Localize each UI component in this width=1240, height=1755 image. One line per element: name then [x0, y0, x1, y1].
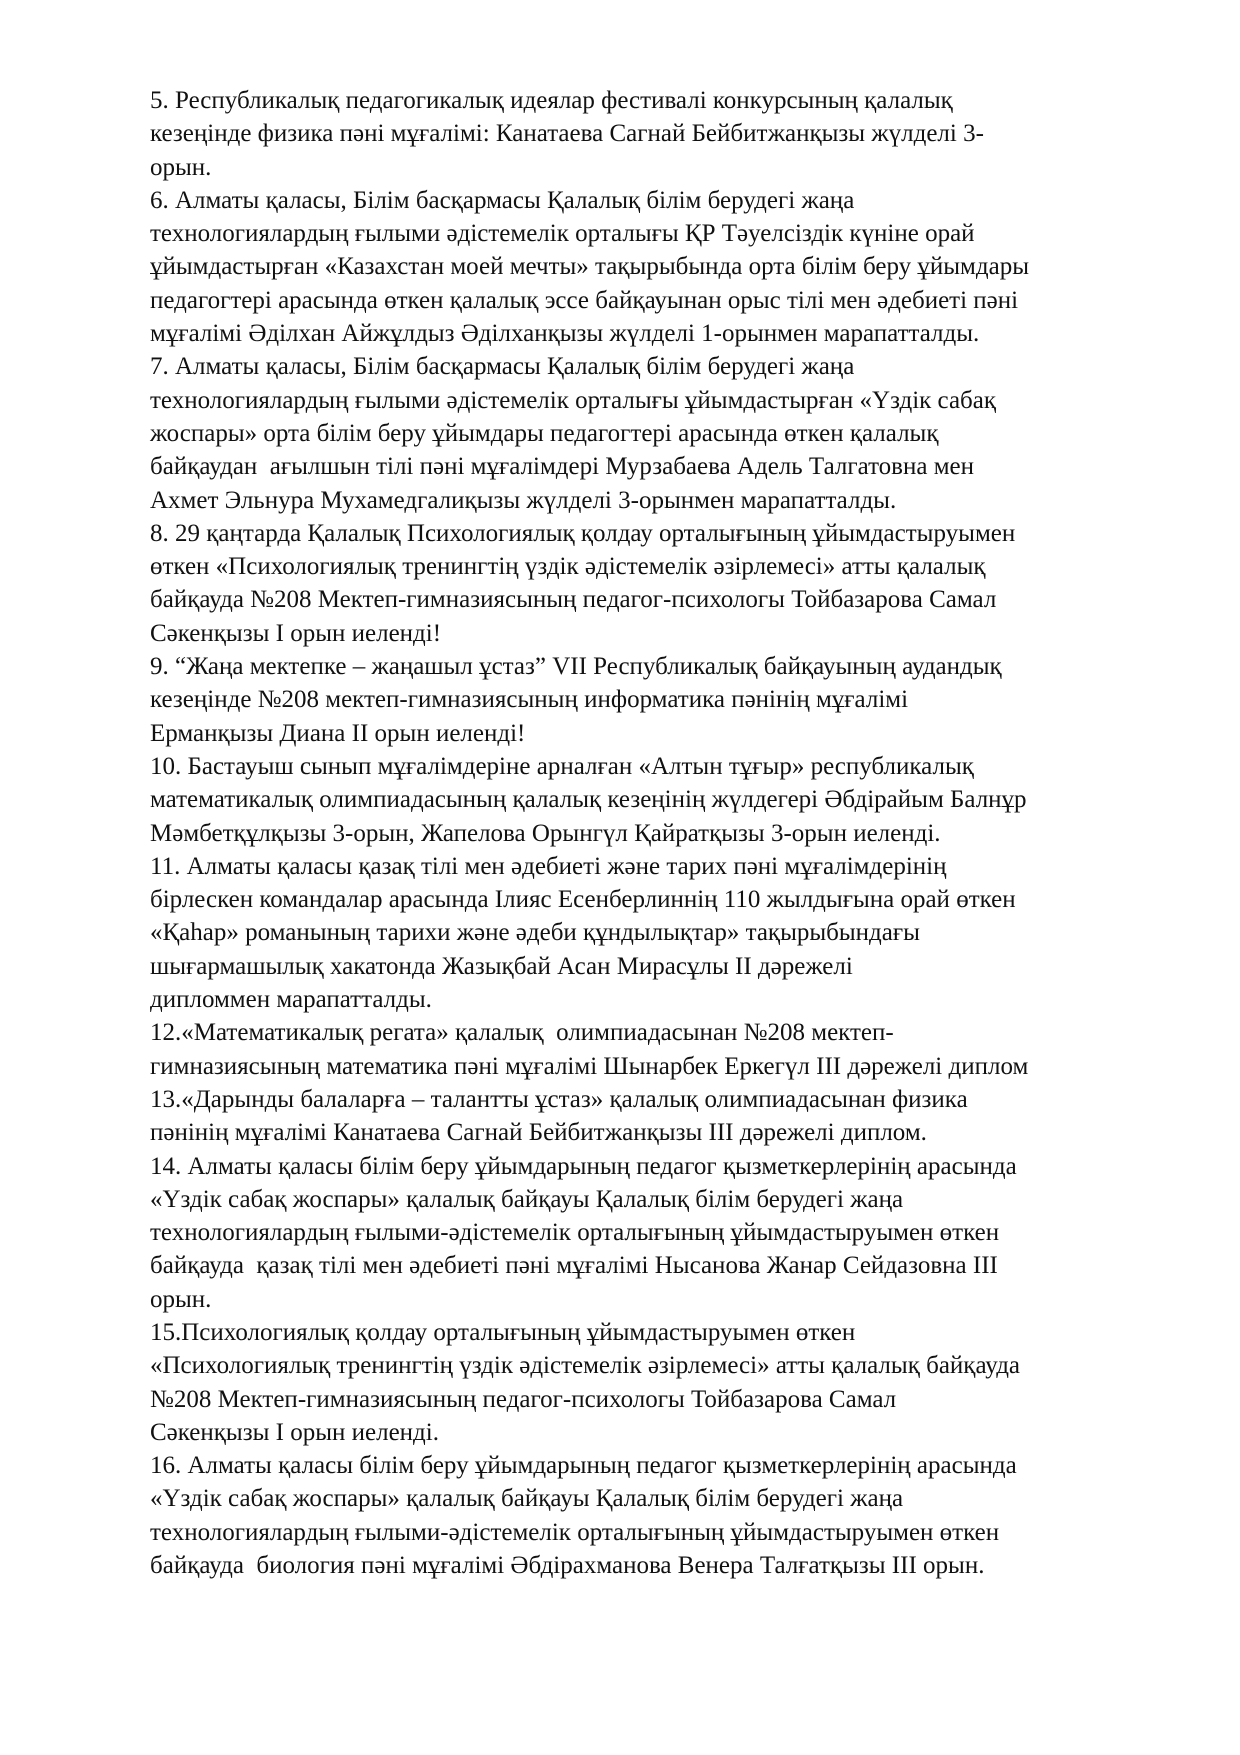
award-item-10 [150, 1150, 1160, 1316]
award-item-9 [150, 1083, 1160, 1150]
award-item-line: математикалық олимпиадасының қалалық кезеңінің жүлдегері Әбдірайым Балнұр [150, 786, 1027, 814]
award-item-line: дипломмен марапатталды. [150, 986, 432, 1014]
award-item-line: 5. Республикалық педагогикалық идеялар фестивалі конкурсының қалалық [150, 87, 953, 114]
award-item-line: Ерманқызы Диана ІІ орын иеленді! [150, 719, 526, 747]
award-item-line: орын. [150, 153, 212, 181]
award-item-line: Сәкенқызы І орын иеленді! [150, 619, 442, 647]
award-item-line: «Үздік сабақ жоспары» қалалық байқауы Қалалық білім берудегі жаңа [150, 1185, 904, 1213]
award-item-line: өткен «Психологиялық тренингтің үздік әдістемелік әзірлемесі» атты қалалық [150, 553, 986, 581]
award-item-line: технологиялардың ғылыми әдістемелік орталығы ұйымдастырған «Үздік сабақ [150, 386, 997, 414]
award-item-1 [150, 84, 1160, 184]
award-item-line: Мәмбетқұлқызы 3-орын, Жапелова Орынгүл Қайратқызы 3-орын иеленді. [150, 819, 941, 847]
award-item-line: 16. Алматы қаласы білім беру ұйымдарының педагог қызметкерлерінің арасында [150, 1452, 1017, 1480]
award-item-5 [150, 650, 1160, 750]
award-item-4 [150, 517, 1160, 650]
award-item-7 [150, 850, 1160, 1016]
award-item-line: байқауда №208 Мектеп-гимназиясының педагог-психологы Тойбазарова Самал [150, 586, 997, 614]
award-item-line: шығармашылық хакатонда Жазықбай Асан Мирасұлы ІІ дәрежелі [150, 952, 853, 980]
award-item-line: Сәкенқызы І орын иеленді. [150, 1418, 439, 1446]
document-body [150, 84, 1160, 1586]
award-item-line: технологиялардың ғылыми-әдістемелік орталығының ұйымдастыруымен өткен [150, 1219, 1000, 1247]
award-item-6 [150, 750, 1160, 850]
award-item-8 [150, 1016, 1160, 1083]
award-item-line: 9. “Жаңа мектепке – жаңашыл ұстаз” VII Республикалық байқауының аудандық [150, 653, 1002, 681]
award-item-line: 6. Алматы қаласы, Білім басқармасы Қалалық білім берудегі жаңа [150, 186, 855, 214]
award-item-line: жоспары» орта білім беру ұйымдары педагогтері арасында өткен қалалық [150, 419, 939, 447]
award-item-line: 14. Алматы қаласы білім беру ұйымдарының педагог қызметкерлерінің арасында [150, 1152, 1017, 1180]
award-item-line: технологиялардың ғылыми әдістемелік орталығы ҚР Тәуелсіздік күніне орай [150, 220, 975, 248]
award-item-line: кезеңінде физика пәні мұғалімі: Канатаева Сагнай Бейбитжанқызы жүлделі 3- [150, 120, 984, 148]
award-item-line: байқаудан ағылшын тілі пәні мұғалімдері Мурзабаева Адель Талгатовна мен [150, 453, 974, 481]
award-item-3 [150, 350, 1160, 516]
award-item-line: 11. Алматы қаласы қазақ тілі мен әдебиеті және тарих пәні мұғалімдерінің [150, 852, 947, 880]
award-item-11 [150, 1316, 1160, 1449]
award-item-line: «Қаһар» романының тарихи және әдеби құндылықтар» тақырыбындағы [150, 919, 920, 947]
award-item-line: 10. Бастауыш сынып мұғалімдеріне арналған «Алтын тұғыр» республикалық [150, 752, 974, 780]
award-item-line: 7. Алматы қаласы, Білім басқармасы Қалалық білім берудегі жаңа [150, 353, 855, 381]
award-item-line: 15.Психологиялық қолдау орталығының ұйымдастыруымен өткен [150, 1318, 856, 1346]
award-item-line: байқауда қазақ тілі мен әдебиеті пәні мұғалімі Нысанова Жанар Сейдазовна ІІІ [150, 1252, 998, 1280]
award-item-line: мұғалімі Әділхан Айжұлдыз Әділханқызы жүлделі 1-орынмен марапатталды. [150, 320, 980, 348]
award-item-line: Ахмет Эльнура Мухамедгалиқызы жүлделі 3-орынмен марапатталды. [150, 486, 897, 514]
award-item-line: 8. 29 қаңтарда Қалалық Психологиялық қолдау орталығының ұйымдастыруымен [150, 519, 1016, 547]
award-item-12 [150, 1449, 1160, 1582]
award-item-line: 12.«Математикалық регата» қалалық олимпиадасынан №208 мектеп- [150, 1019, 894, 1047]
award-item-line: пәнінің мұғалімі Канатаева Сагнай Бейбитжанқызы ІІІ дәрежелі диплом. [150, 1119, 927, 1147]
award-item-line: ұйымдастырған «Казахстан моей мечты» тақырыбында орта білім беру ұйымдары [150, 253, 1029, 281]
award-item-line: педагогтері арасында өткен қалалық эссе байқауынан орыс тілі мен әдебиеті пәні [150, 286, 1019, 314]
award-item-line: технологиялардың ғылыми-әдістемелік орталығының ұйымдастыруымен өткен [150, 1518, 1000, 1546]
award-item-line: кезеңінде №208 мектеп-гимназиясының информатика пәнінің мұғалімі [150, 686, 909, 714]
award-item-line: 13.«Дарынды балаларға – талантты ұстаз» қалалық олимпиадасынан физика [150, 1085, 968, 1113]
award-item-line: «Үздік сабақ жоспары» қалалық байқауы Қалалық білім берудегі жаңа [150, 1485, 904, 1513]
award-item-2 [150, 184, 1160, 350]
award-item-line: бірлескен командалар арасында Ілияс Есенберлиннің 110 жылдығына орай өткен [150, 886, 1016, 914]
award-item-line: байқауда биология пәні мұғалімі Әбдірахманова Венера Талғатқызы ІІІ орын. [150, 1552, 985, 1580]
award-item-line: гимназиясының математика пәні мұғалімі Шынарбек Еркегүл ІІІ дәрежелі диплом [150, 1052, 1029, 1080]
spacer [150, 1582, 1160, 1586]
award-item-line: «Психологиялық тренингтің үздік әдістемелік әзірлемесі» атты қалалық байқауда [150, 1352, 1021, 1380]
award-item-line: орын. [150, 1285, 212, 1313]
award-item-line: №208 Мектеп-гимназиясының педагог-психологы Тойбазарова Самал [150, 1385, 897, 1413]
